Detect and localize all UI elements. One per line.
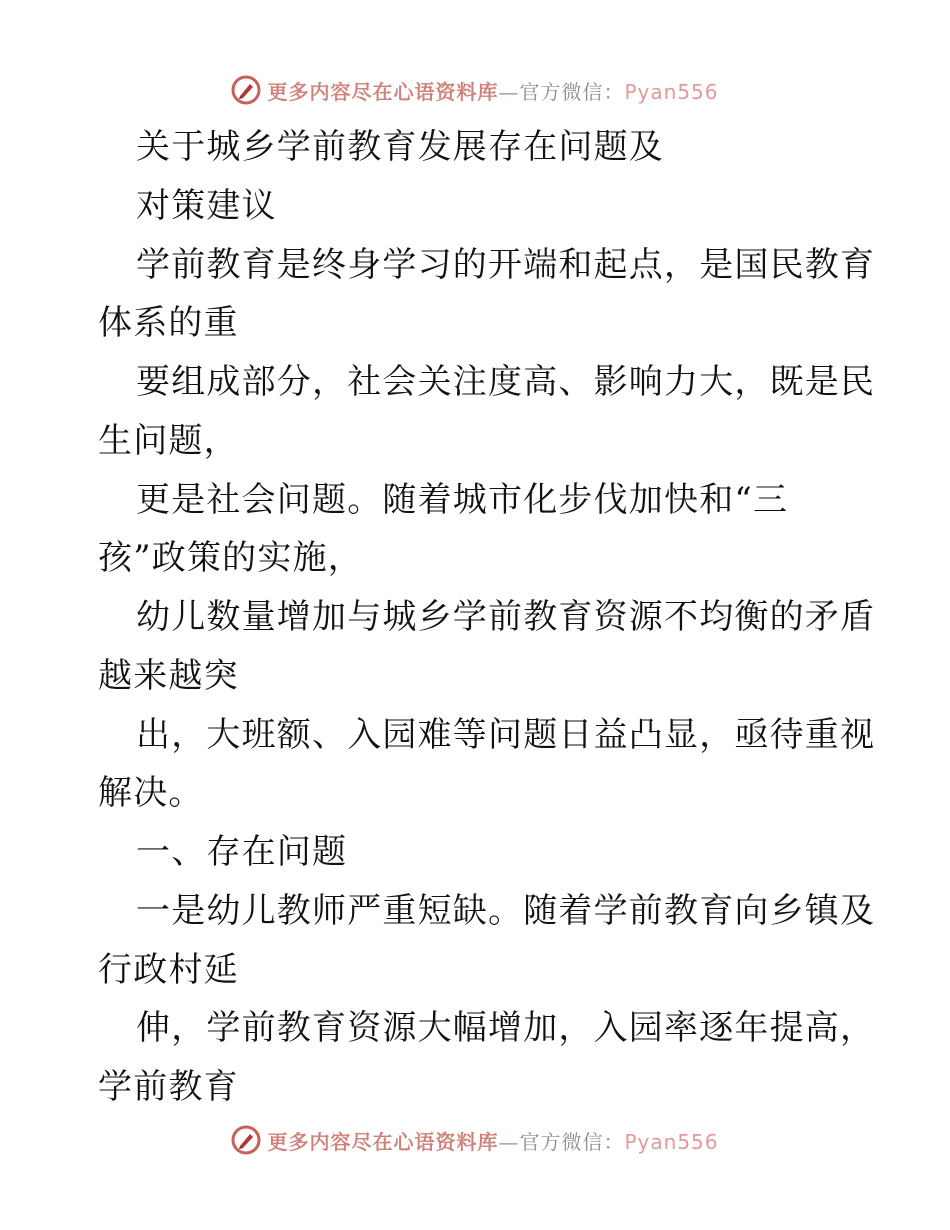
paragraph-line: 幼儿数量增加与城乡学前教育资源不均衡的矛盾 [136,597,876,637]
watermark-official-label: 官方微信： [519,1129,625,1154]
watermark-header [0,70,950,110]
paragraph-line: 解决。 [98,773,204,813]
watermark-separator: — [498,1129,520,1154]
watermark-footer [0,1120,950,1160]
paragraph-line: 伸，学前教育资源大幅增加，入园率逐年提高， [136,1008,876,1048]
paragraph-line: 一是幼儿教师严重短缺。随着学前教育向乡镇及 [136,891,876,931]
paragraph-line: 孩”政策的实施， [98,538,363,578]
paragraph-line: 更是社会问题。随着城市化步伐加快和“三 [136,480,789,520]
watermark-brand: 更多内容尽在心语资料库 [267,79,499,104]
watermark-text [267,76,718,105]
watermark-brand: 更多内容尽在心语资料库 [267,1129,499,1154]
pen-logo-icon [231,75,261,105]
paragraph-line: 行政村延 [98,950,239,990]
doc-title-line-1: 关于城乡学前教育发展存在问题及 [136,127,664,167]
paragraph-line: 要组成部分，社会关注度高、影响力大，既是民 [136,362,876,402]
watermark-text [267,1126,718,1155]
paragraph-line: 学前教育 [98,1067,239,1107]
watermark-wechat-handle: Pyan556 [624,79,719,104]
paragraph-line: 学前教育是终身学习的开端和起点，是国民教育 [136,245,876,285]
pen-logo-icon [231,1125,261,1155]
paragraph-line: 出，大班额、入园难等问题日益凸显，亟待重视 [136,715,876,755]
section-heading: 一、存在问题 [136,832,348,872]
paragraph-line: 越来越突 [98,656,239,696]
watermark-wechat-handle: Pyan556 [624,1129,719,1154]
watermark-official-label: 官方微信： [519,79,625,104]
paragraph-line: 体系的重 [98,303,239,343]
doc-title-line-2: 对策建议 [136,186,277,226]
watermark-separator: — [498,79,520,104]
paragraph-line: 生问题， [98,421,239,461]
